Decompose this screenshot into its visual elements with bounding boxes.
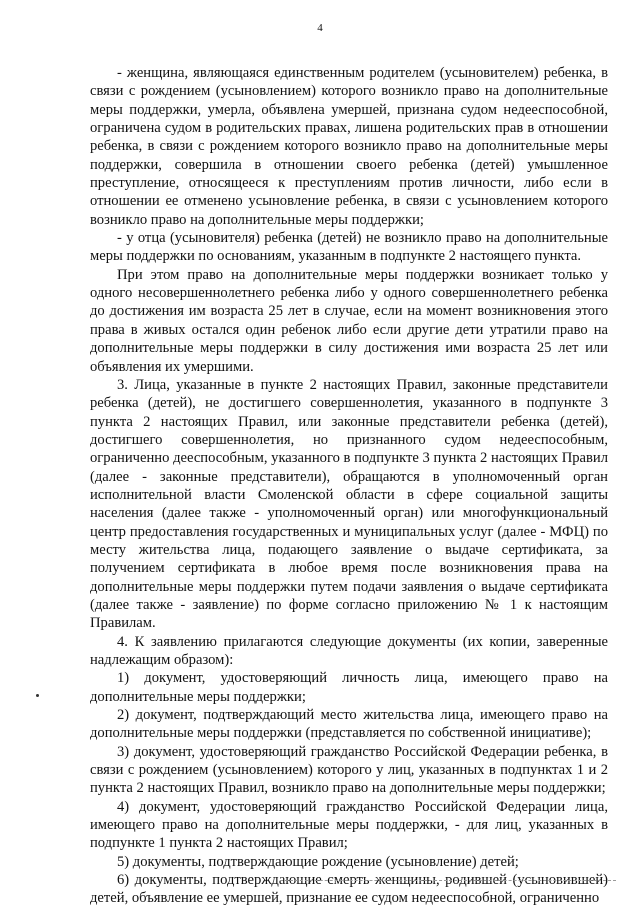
paragraph-father-no-right: - у отца (усыновителя) ребенка (детей) не возникло право на дополнительные меры поддержки по основаниям, указанным в подпункте 2 настоящего пункта. <box>90 230 608 265</box>
paragraph-mother-deceased: - женщина, являющаяся единственным родителем (усыновителем) ребенка, в связи с рождением (усыновлением) которого возникло право на дополнительные меры поддержки, умерла, объявлена умершей, признана судом недееспособной, ограничена судом в родительских правах, лишена родительских прав в отношении ребенка, в связи с рождением которого возникло право на дополнительные меры поддержки, совершила в отношении своего ребенка (детей) умышленное преступление, относящееся к преступлениям против личности, либо если в отношении ее отменено усыновление ребенка, в связи с усыновлением которого возникло право на дополнительные меры поддержки; <box>90 65 608 228</box>
scan-speck <box>36 694 39 697</box>
list-item-2: 2) документ, подтверждающий место жительства лица, имеющего право на дополнительные меры поддержки (представляется по собственной инициативе); <box>90 707 608 742</box>
paragraph-one-child-right: При этом право на дополнительные меры поддержки возникает только у одного несовершеннолетнего ребенка либо у одного совершеннолетнего ребенка до достижения им возраста 25 лет в случае, если на момент возникновения этого права в живых остался один ребенок либо если другие дети утратили право на дополнительные меры поддержки в силу достижения ими возраста 25 лет или объявления их умершими. <box>90 266 608 375</box>
list-item-1: 1) документ, удостоверяющий личность лица, имеющего право на дополнительные меры поддержки; <box>90 670 608 705</box>
page-number: 4 <box>317 22 323 34</box>
document-body <box>90 64 608 908</box>
list-item-5: 5) документы, подтверждающие рождение (усыновление) детей; <box>117 853 519 870</box>
paragraph-clause-3: 3. Лица, указанные в пункте 2 настоящих Правил, законные представители ребенка (детей), не достигшего совершеннолетия, указанного в подпункте 3 пункта 2 настоящих Правил, или законные представители ребенка (детей), достигшего совершеннолетия, но признанного судом недееспособным, ограниченно дееспособным, указанного в подпункте 3 пункта 2 настоящих Правил (далее - законные представители), обращаются в уполномоченный орган исполнительной власти Смоленской области в сфере социальной защиты населения (далее также - уполномоченный орган) или многофункциональный центр предоставления государственных и муниципальных услуг (далее - МФЦ) по месту жительства лица, подающего заявление о выдаче сертификата, за получением сертификата в любое время после возникновения права на дополнительные меры поддержки путем подачи заявления о выдаче сертификата (далее также - заявление) по форме согласно приложению № 1 к настоящим Правилам. <box>90 376 608 632</box>
footer-rule <box>280 880 616 881</box>
list-item-3: 3) документ, удостоверяющий гражданство Российской Федерации ребенка, в связи с рождением (усыновлением) которого у лиц, указанных в подпунктах 1 и 2 пункта 2 настоящих Правил, возникло право на дополнительные меры поддержки; <box>90 743 608 797</box>
list-item-6: 6) документы, подтверждающие смерть женщины, родившей (усыновившей) детей, объявление ее умершей, признание ее судом недееспособной, ограниченно <box>90 872 608 907</box>
paragraph-clause-4: 4. К заявлению прилагаются следующие документы (их копии, заверенные надлежащим образом): <box>90 633 608 668</box>
list-item-4: 4) документ, удостоверяющий гражданство Российской Федерации лица, имеющего право на дополнительные меры поддержки, - для лиц, указанных в подпункте 1 пункта 2 настоящих Правил; <box>90 798 608 852</box>
